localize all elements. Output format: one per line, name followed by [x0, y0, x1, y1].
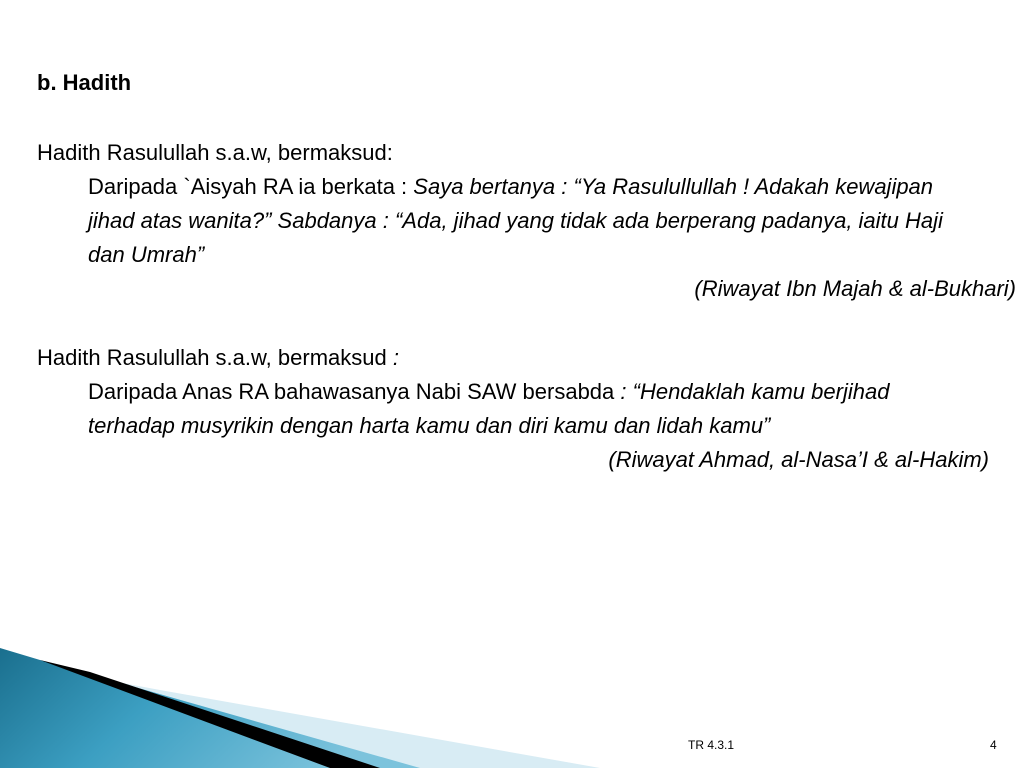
hadith-intro-colon: : — [386, 345, 399, 370]
footer-course-code: TR 4.3.1 — [688, 738, 735, 752]
black-stripe — [40, 660, 380, 768]
hadith-block-2 — [37, 341, 989, 477]
hadith-block-1 — [37, 136, 1016, 306]
section-heading: b. Hadith — [37, 70, 132, 95]
hadith-source: (Riwayat Ahmad, al-Nasa’I & al-Hakim) — [608, 447, 989, 472]
hadith-intro-text: Hadith Rasulullah s.a.w, bermaksud — [37, 345, 387, 370]
blue-band — [0, 648, 420, 768]
hadith-narrator: Daripada `Aisyah RA ia berkata : — [88, 174, 414, 199]
hadith-intro: Hadith Rasulullah s.a.w, bermaksud: — [37, 140, 393, 165]
hadith-source: (Riwayat Ibn Majah & al-Bukhari) — [694, 276, 1016, 301]
pale-blue-band — [0, 660, 600, 768]
hadith-text: : “Hendaklah kamu berjihad terhadap musyrikin dengan harta kamu dan diri kamu dan lidah kamu” — [88, 379, 890, 438]
page-number: 4 — [990, 738, 997, 752]
hadith-intro — [37, 341, 958, 375]
hadith-quote — [37, 170, 1016, 306]
hadith-quote — [37, 375, 989, 477]
hadith-text: Saya bertanya : “Ya Rasulullullah ! Adakah kewajipan jihad atas wanita?” Sabdanya : “Ada, jihad yang tidak ada berperang padanya, iaitu Haji dan Umrah” — [88, 174, 943, 267]
hadith-narrator: Daripada Anas RA bahawasanya Nabi SAW bersabda — [88, 379, 615, 404]
